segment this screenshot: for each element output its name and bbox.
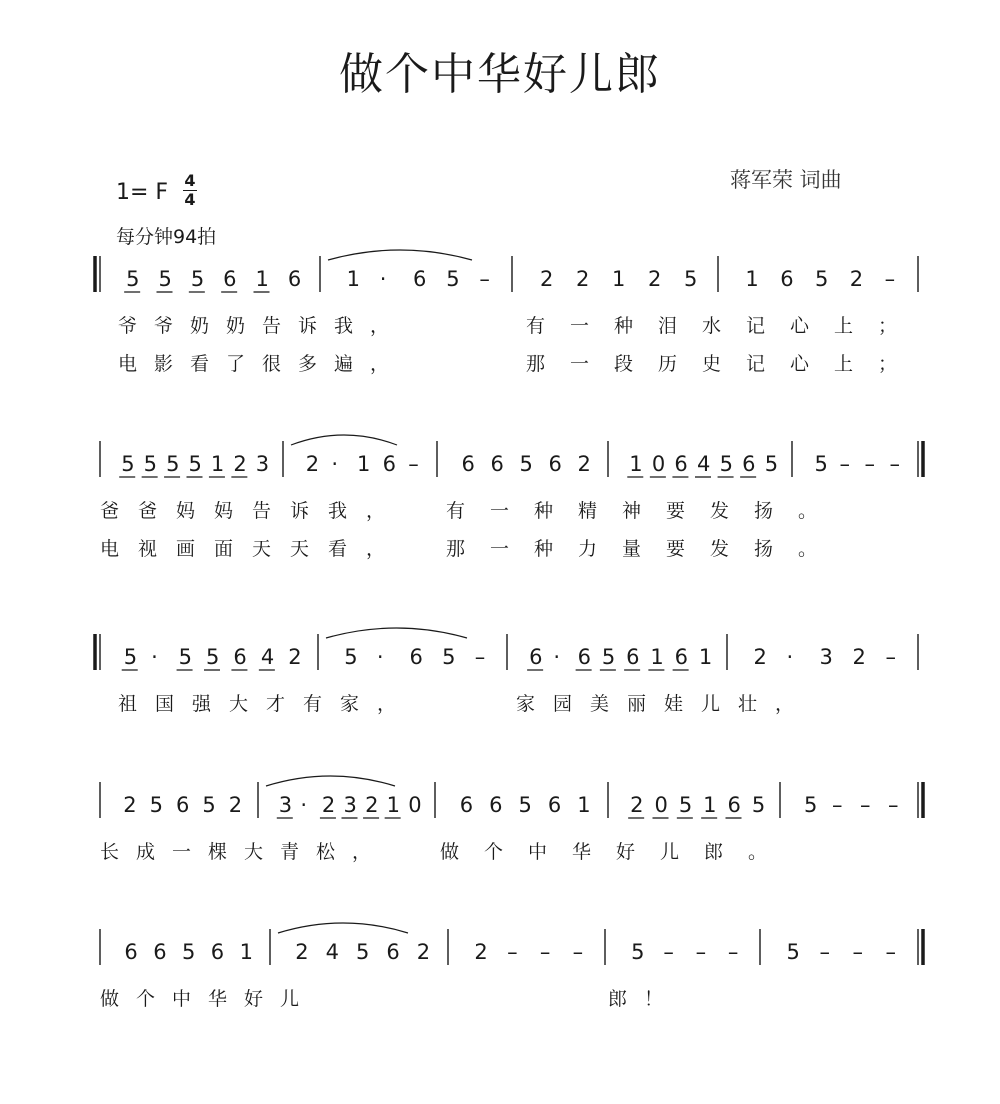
sustain-dash: –: [695, 940, 707, 964]
lyric-char: 影: [154, 353, 174, 375]
sustain-dash: –: [819, 940, 830, 964]
lyric-char: 郎: [704, 841, 724, 863]
lyric-char: 要: [666, 538, 686, 560]
lyric-char: 有: [446, 500, 466, 522]
lyric-char: 告: [252, 500, 272, 522]
note: 5: [815, 267, 829, 291]
note: 2: [228, 793, 243, 817]
note: 5: [182, 940, 196, 964]
note: 2: [540, 267, 554, 291]
lyric-char: 很: [262, 353, 282, 375]
lyric-char: 壮: [738, 693, 758, 715]
note: 1: [357, 452, 371, 476]
note: 5: [188, 452, 202, 476]
lyric-char: 史: [702, 353, 722, 375]
note: 6: [124, 940, 138, 964]
note: 5: [166, 452, 180, 476]
note: 5: [206, 645, 220, 669]
lyric-char: 种: [534, 538, 554, 560]
lyric-char: 一: [570, 353, 590, 375]
lyric-char: 水: [702, 315, 722, 337]
note: 5: [518, 793, 532, 817]
note: 5: [684, 267, 698, 291]
lyric-char: 上: [834, 353, 854, 375]
note: 5: [519, 452, 533, 476]
lyric-char: 一: [172, 841, 192, 863]
lyric-char: 泪: [658, 315, 678, 337]
note: 5: [719, 452, 733, 476]
lyric-char: 青: [280, 841, 300, 863]
lyric-char: 。: [798, 538, 818, 560]
lyric-char: 上: [834, 315, 854, 337]
note: 1: [386, 793, 401, 817]
note: 2: [305, 452, 320, 476]
lyric-char: 要: [666, 500, 686, 522]
note: 2: [123, 793, 137, 817]
lyric-char: 家: [516, 693, 536, 715]
sustain-dash: –: [839, 452, 850, 476]
lyric-char: 国: [155, 693, 175, 715]
lyric-char: 面: [214, 538, 234, 560]
note: 5: [126, 267, 140, 291]
lyric-char: 儿: [701, 693, 721, 715]
sustain-dash: –: [864, 452, 875, 476]
lyric-char: 成: [136, 841, 156, 863]
note: 6: [529, 645, 543, 669]
lyric-char: 儿: [660, 841, 680, 863]
note: 6: [153, 940, 167, 964]
dot-mark: ·: [379, 267, 387, 291]
lyric-char: 段: [614, 353, 634, 375]
lyric-char: 那: [446, 538, 466, 560]
lyric-char: 心: [790, 353, 810, 375]
lyric-char: 看: [328, 538, 348, 560]
note: 6: [461, 452, 475, 476]
lyric-char: 娃: [664, 693, 684, 715]
note: 2: [753, 645, 767, 669]
lyric-char: 神: [622, 500, 642, 522]
note: 6: [210, 940, 225, 964]
sustain-dash: –: [889, 452, 900, 476]
note: 5: [158, 267, 172, 291]
note: 6: [176, 793, 190, 817]
note: 5: [751, 793, 766, 817]
note: 5: [344, 645, 358, 669]
lyric-char: 我: [328, 500, 348, 522]
note: 5: [601, 645, 616, 669]
lyric-char: 一: [490, 538, 510, 560]
lyric-char: 电: [100, 538, 120, 560]
note: 5: [678, 793, 693, 817]
lyric-char: 奶: [226, 315, 246, 337]
lyric-char: 家: [340, 693, 360, 715]
note: 2: [648, 267, 662, 291]
lyric-char: 电: [118, 353, 138, 375]
note: 3: [278, 793, 293, 817]
lyric-char: 多: [298, 353, 318, 375]
lyric-char: 记: [746, 315, 766, 337]
note: 2: [233, 452, 247, 476]
sustain-dash: –: [727, 940, 739, 964]
note: 6: [626, 645, 640, 669]
sustain-dash: –: [860, 793, 871, 817]
lyric-char: 天: [290, 538, 310, 560]
lyric-char: ！: [644, 988, 664, 1010]
note: 6: [727, 793, 741, 817]
lyric-char: 扬: [754, 500, 774, 522]
lyric-char: 有: [526, 315, 546, 337]
lyric-char: 才: [266, 693, 286, 715]
lyric-char: 画: [176, 538, 196, 560]
note: 2: [630, 793, 644, 817]
lyric-char: 有: [303, 693, 323, 715]
note: 1: [698, 645, 713, 669]
note: 6: [674, 452, 688, 476]
note: 1: [577, 793, 591, 817]
note: 1: [346, 267, 360, 291]
note: 4: [697, 452, 711, 476]
lyric-char: 美: [590, 693, 610, 715]
slur: [326, 628, 467, 638]
note: 6: [780, 267, 794, 291]
note: 2: [576, 267, 590, 291]
lyric-char: 一: [570, 315, 590, 337]
lyric-char: 做: [100, 988, 120, 1010]
time-denominator: 4: [184, 190, 196, 209]
note: 5: [764, 452, 779, 476]
note: 6: [223, 267, 237, 291]
lyric-char: 我: [334, 315, 354, 337]
lyric-char: 做: [440, 841, 460, 863]
lyric-char: 园: [553, 693, 573, 715]
dot-mark: ·: [300, 793, 308, 817]
note: 3: [343, 793, 357, 817]
composer-credit: 蒋军荣 词曲: [730, 168, 842, 192]
sustain-dash: –: [474, 645, 486, 669]
lyric-char: 好: [244, 988, 264, 1010]
lyric-char: 心: [790, 315, 810, 337]
lyric-char: ，: [366, 500, 386, 522]
lyric-char: 发: [710, 500, 730, 522]
lyric-char: 种: [614, 315, 634, 337]
sustain-dash: –: [885, 940, 896, 964]
note: 2: [321, 793, 336, 817]
lyric-char: 个: [484, 841, 504, 863]
sustain-dash: –: [539, 940, 551, 964]
lyric-char: 历: [658, 353, 678, 375]
lyric-char: 华: [572, 841, 592, 863]
note: 6: [233, 645, 247, 669]
note: 6: [413, 267, 427, 291]
lyric-char: 看: [190, 353, 210, 375]
note: 2: [295, 940, 309, 964]
note: 2: [849, 267, 864, 291]
note: 4: [325, 940, 339, 964]
note: 2: [365, 793, 379, 817]
note: 2: [288, 645, 302, 669]
sustain-dash: –: [852, 940, 863, 964]
lyric-char: 爷: [118, 315, 138, 337]
note: 5: [121, 452, 135, 476]
note: 6: [674, 645, 688, 669]
note: 0: [408, 793, 422, 817]
lyric-char: 爸: [100, 500, 120, 522]
sustain-dash: –: [663, 940, 674, 964]
lyric-char: 。: [748, 841, 768, 863]
note: 6: [489, 793, 503, 817]
note: 1: [745, 267, 759, 291]
note: 5: [149, 793, 163, 817]
note: 6: [382, 452, 396, 476]
sustain-dash: –: [885, 645, 896, 669]
lyric-char: ，: [775, 693, 795, 715]
lyric-char: ，: [352, 841, 372, 863]
lyrics-layer: [100, 315, 897, 1010]
note: 5: [356, 940, 370, 964]
note: 6: [287, 267, 302, 291]
note: 6: [459, 793, 474, 817]
lyric-char: 大: [244, 841, 264, 863]
note: 6: [742, 452, 756, 476]
lyric-char: ，: [370, 315, 390, 337]
note: 2: [577, 452, 591, 476]
note: 2: [416, 940, 431, 964]
lyric-char: ；: [878, 353, 898, 375]
note: 3: [819, 645, 833, 669]
lyric-char: 中: [528, 841, 548, 863]
sustain-dash: –: [572, 940, 584, 964]
sustain-dash: –: [408, 452, 419, 476]
tempo-marking: 每分钟94拍: [116, 226, 217, 248]
sustain-dash: –: [507, 940, 518, 964]
lyric-char: 爷: [154, 315, 174, 337]
lyric-char: 诉: [290, 500, 310, 522]
lyric-char: 妈: [176, 500, 196, 522]
lyric-char: 祖: [118, 693, 138, 715]
lyric-char: 棵: [208, 841, 228, 863]
time-numerator: 4: [184, 171, 196, 190]
lyric-char: 好: [616, 841, 636, 863]
note: 6: [547, 793, 562, 817]
lyric-char: 诉: [298, 315, 318, 337]
dot-mark: ·: [786, 645, 794, 669]
slur: [278, 923, 408, 933]
dot-mark: ·: [331, 452, 339, 476]
lyric-char: 扬: [754, 538, 774, 560]
note: 6: [548, 452, 562, 476]
lyric-char: 郎: [608, 988, 628, 1010]
key-label: 1= F: [116, 180, 169, 205]
note: 1: [703, 793, 717, 817]
lyric-char: 。: [798, 500, 818, 522]
lyric-char: 那: [526, 353, 546, 375]
note: 5: [814, 452, 828, 476]
note: 2: [852, 645, 866, 669]
note: 1: [239, 940, 253, 964]
song-title: 做个中华好儿郎: [339, 49, 661, 100]
note: 0: [654, 793, 668, 817]
lyric-char: 华: [208, 988, 228, 1010]
note: 1: [629, 452, 643, 476]
slur: [266, 776, 395, 786]
note: 5: [446, 267, 460, 291]
note: 5: [123, 645, 138, 669]
lyric-char: 爸: [138, 500, 158, 522]
note: 5: [190, 267, 205, 291]
sustain-dash: –: [884, 267, 896, 291]
lyric-char: 种: [534, 500, 554, 522]
slur: [328, 250, 472, 260]
lyric-char: 发: [710, 538, 730, 560]
note: 1: [210, 452, 225, 476]
lyric-char: ，: [377, 693, 397, 715]
sustain-dash: –: [479, 267, 490, 291]
lyric-char: 松: [316, 841, 336, 863]
lyric-char: 力: [578, 538, 598, 560]
lyric-char: 量: [622, 538, 642, 560]
note: 6: [577, 645, 591, 669]
note: 5: [202, 793, 216, 817]
lyric-char: 告: [262, 315, 282, 337]
note: 3: [255, 452, 270, 476]
note: 0: [651, 452, 666, 476]
lyric-char: 长: [100, 841, 120, 863]
lyric-char: 一: [490, 500, 510, 522]
dot-mark: ·: [553, 645, 561, 669]
note: 6: [490, 452, 504, 476]
dot-mark: ·: [376, 645, 384, 669]
lyric-char: 天: [252, 538, 272, 560]
note: 5: [631, 940, 645, 964]
lyric-char: ，: [366, 538, 386, 560]
note: 5: [804, 793, 818, 817]
lyric-char: 强: [192, 693, 212, 715]
lyric-char: 精: [578, 500, 598, 522]
lyric-char: 了: [226, 353, 246, 375]
lyric-char: ，: [370, 353, 390, 375]
note: 5: [178, 645, 192, 669]
lyric-char: 遍: [334, 353, 354, 375]
lyric-char: 妈: [214, 500, 234, 522]
lyric-char: 记: [746, 353, 766, 375]
dot-mark: ·: [151, 645, 158, 669]
lyric-char: 丽: [627, 693, 647, 715]
lyric-char: 儿: [280, 988, 300, 1010]
slur: [291, 435, 397, 445]
lyric-char: 中: [172, 988, 192, 1010]
lyric-char: 大: [229, 693, 249, 715]
sustain-dash: –: [888, 793, 899, 817]
note: 6: [409, 645, 423, 669]
lyric-char: ；: [878, 315, 898, 337]
note: 2: [474, 940, 488, 964]
note: 1: [255, 267, 269, 291]
note: 1: [612, 267, 626, 291]
note: 5: [442, 645, 456, 669]
note: 5: [786, 940, 800, 964]
sustain-dash: –: [832, 793, 843, 817]
note: 5: [143, 452, 158, 476]
note: 6: [386, 940, 400, 964]
lyric-char: 个: [136, 988, 156, 1010]
lyric-char: 视: [138, 538, 158, 560]
lyric-char: 奶: [190, 315, 210, 337]
note: 1: [650, 645, 664, 669]
note: 4: [260, 645, 275, 669]
